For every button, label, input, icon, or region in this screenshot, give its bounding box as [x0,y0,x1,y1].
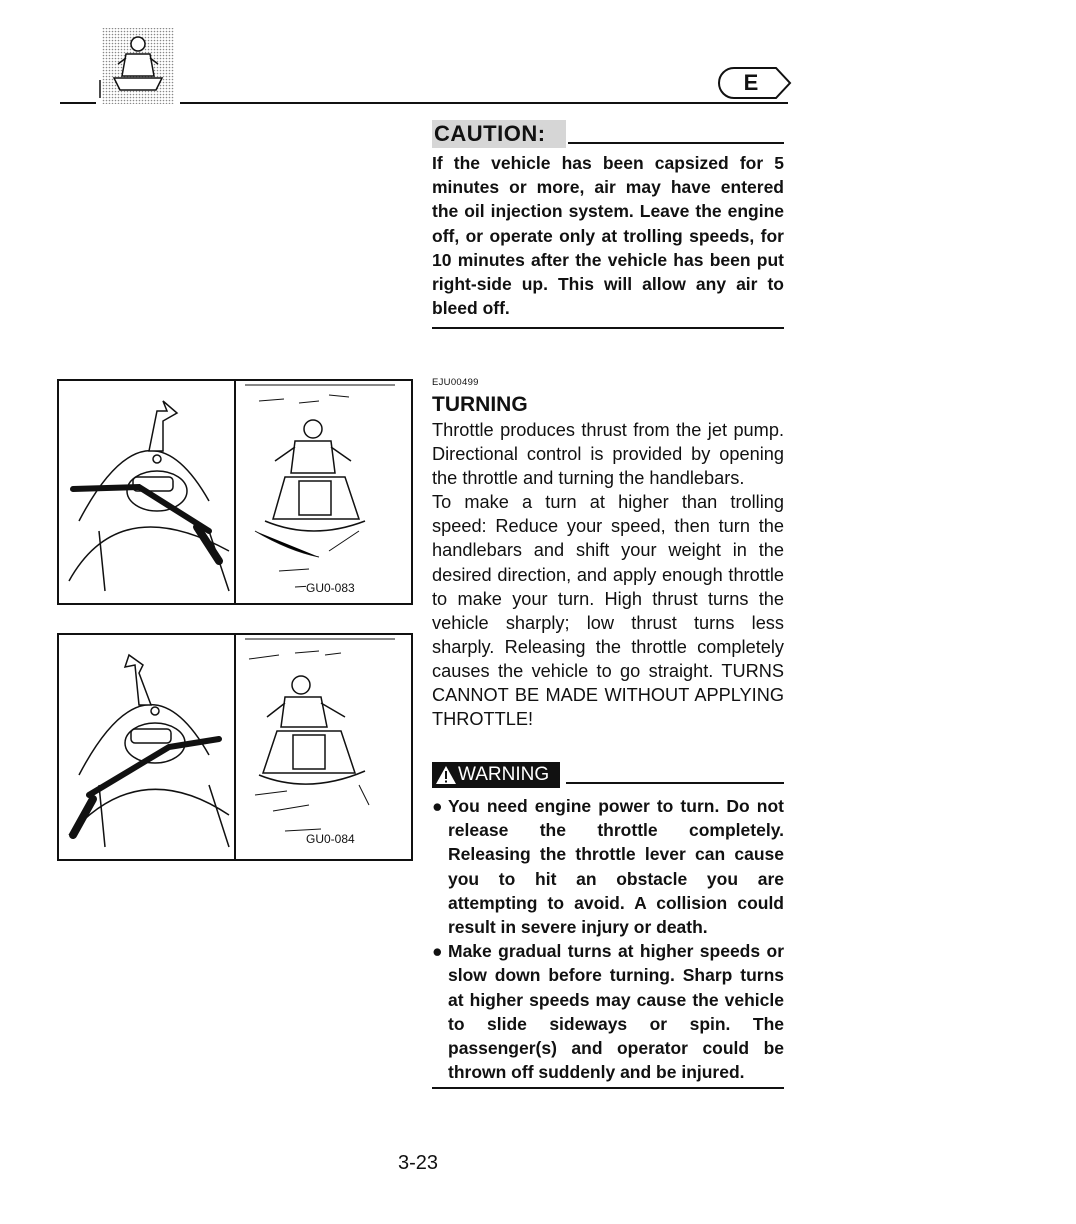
handlebar-turn-left-illustration [59,635,411,859]
figure-turn-left [57,633,413,861]
warning-list [432,794,784,1084]
paragraph-1: Throttle produces thrust from the jet pump. Directional control is provided by opening the throttle and turning the handlebars. [432,420,784,489]
caution-end-rule [432,327,784,329]
bullet-icon: ● [432,796,443,816]
warning-triangle-icon [435,765,457,785]
figure-turn-right [57,379,413,605]
paragraph-2: To make a turn at higher than trolling speed: Reduce your speed, then turn the handlebars and shift your weight in the desired direction, and apply enough throttle to make your turn. High thrust turns the vehicle sharply; low thrust turns less sharply. Releasing the throttle completely causes the vehicle to go straight. TURNS CANNOT BE MADE WITHOUT APPLYING THROTTLE! [432,492,784,730]
caution-text: If the vehicle has been capsized for 5 minutes or more, air may have entered the oil injection system. Leave the engine off, or operate only at trolling speeds, for 10 minutes after the vehicle has been put right-side up. This will allow any air to bleed off. [432,153,784,319]
page-number: 3-23 [398,1152,439,1174]
header-rule [180,102,788,104]
bullet-icon: ● [432,941,443,962]
warning-label-text: WARNING [458,764,550,785]
warning-end-rule [432,1087,784,1089]
header-rule-left [60,102,96,104]
language-badge: E [743,70,759,95]
section-code: EJU00499 [432,377,479,388]
figure-code: GU0-084 [306,832,355,846]
figure-code: GU0-083 [306,581,355,595]
watercraft-rider-icon [96,24,180,108]
handlebar-turn-right-illustration [59,381,411,603]
section-body [432,418,784,731]
warning-label [432,762,560,788]
warning-rule [566,782,784,784]
warning-item: ● Make gradual turns at higher speeds or slow down before turning. Sharp turns at higher speeds may cause the vehicle to slide sideways or spin. The passenger(s) and operator could be thrown off suddenly and be injured. [432,941,784,1083]
warning-item: ● You need engine power to turn. Do not release the throttle completely. Releasing the throttle lever can cause you to hit an obstacle you are attempting to avoid. A collision could result in severe injury or death. [432,796,784,938]
caution-rule [568,142,784,144]
section-title: TURNING [432,393,528,416]
caution-label: CAUTION: [432,120,566,148]
